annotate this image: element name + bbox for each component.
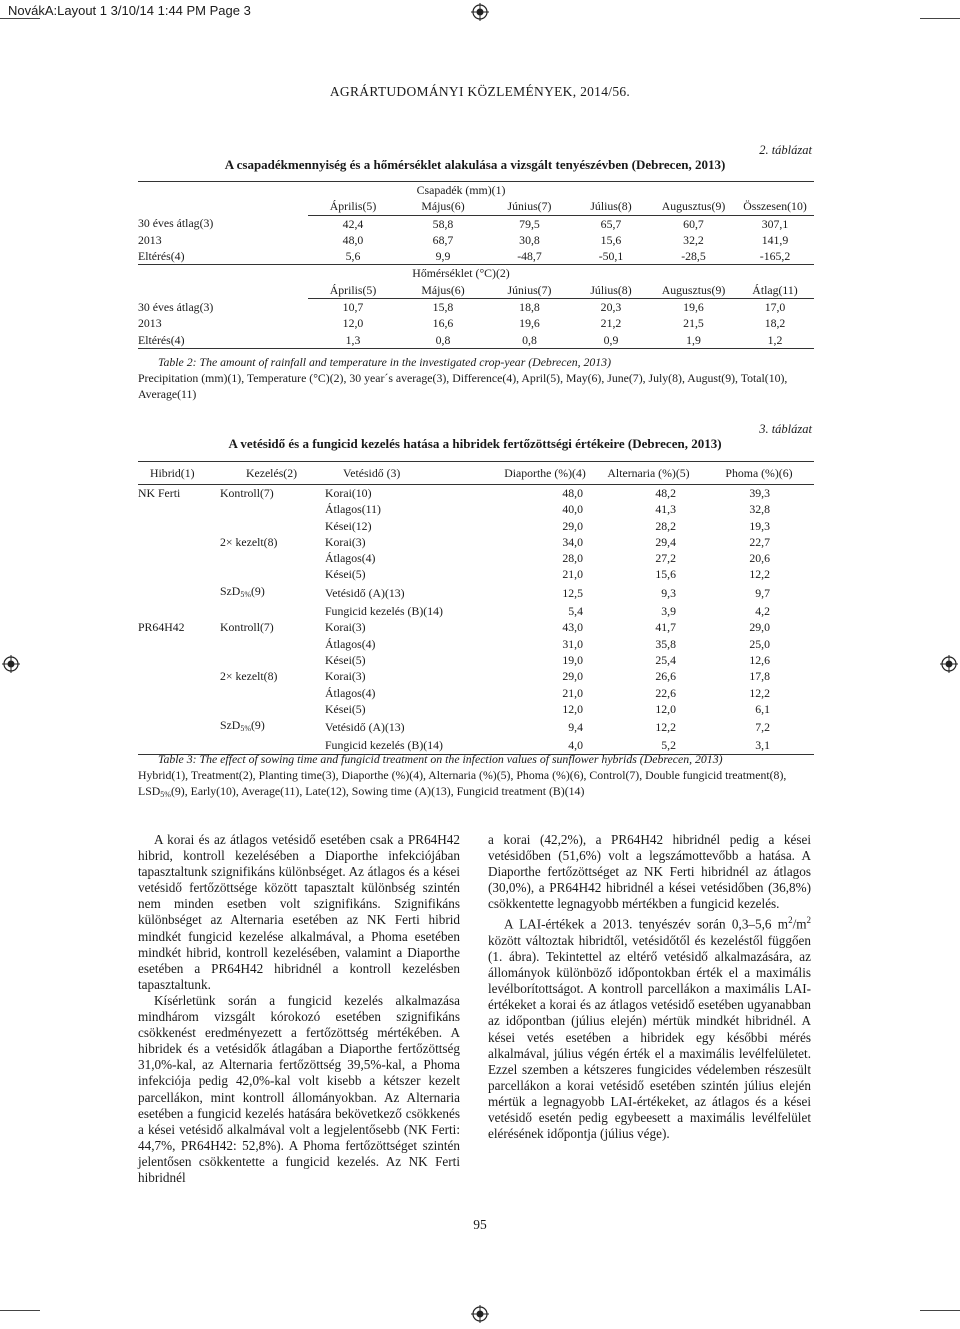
- value-cell: 31,0: [562, 636, 583, 651]
- cell: 48,0: [342, 232, 364, 247]
- paragraph: Kísérletünk során a fungicid kezelés alkalmazása mindhárom vizsgált kórokozó esetében szignifikáns csökkenést eredményezett a fertőzöttség mértékében. A hibridek és a vetésidők átlagában a Diaporthe fertőzöttség 31,0%-kal, az Alternaria fertőzöttség 39,5%-kal, a Phoma infekciója pedig 42,0%-kal volt kisebb a kétszer kezelt parcellákon, mint kontroll állományokban. Az Alternaria esetében a fungicid kezelés hatására bekövetkező csökkenés a kései vetésidő alkalmával volt a legjelentősebb (NK Ferti: 44,7%, PR64H42: 52,8%). A Phoma fertőzöttséget szintén jelentősen csökkentette a fungicid kezelés. Az NK Ferti hibridnél: [138, 992, 460, 1185]
- value-cell: 22,6: [655, 685, 676, 700]
- sowing-time-cell: Fungicid kezelés (B)(14): [325, 604, 443, 619]
- col-header: Átlag(11): [736, 282, 814, 299]
- value-cell: 35,8: [655, 636, 676, 651]
- row-label: Eltérés(4): [138, 248, 308, 265]
- row-label: 2013: [138, 232, 162, 247]
- treatment-cell: [218, 501, 325, 517]
- sowing-time-cell: Vetésidő (A)(13): [325, 720, 405, 735]
- treatment-cell: [218, 652, 325, 668]
- value-cell: 28,2: [655, 518, 676, 533]
- journal-header: AGRÁRTUDOMÁNYI KÖZLEMÉNYEK, 2014/56.: [329, 84, 631, 99]
- hybrid-cell: PR64H42: [138, 620, 185, 635]
- value-cell: 12,2: [655, 720, 676, 735]
- registration-mark-icon: [471, 3, 489, 21]
- hybrid-cell: [138, 550, 218, 566]
- cell: 32,2: [683, 232, 704, 247]
- registration-mark-icon: [940, 655, 958, 673]
- col-header: Június(7): [488, 198, 571, 215]
- value-cell: 12,0: [562, 701, 583, 716]
- table2: [138, 181, 814, 349]
- sowing-time-cell: Korai(3): [325, 669, 366, 684]
- treatment-cell: 2× kezelt(8): [220, 534, 278, 549]
- cell: 19,6: [683, 300, 704, 315]
- value-cell: 22,7: [749, 534, 770, 549]
- page-number: 95: [473, 1217, 487, 1232]
- col-header: Phoma (%)(6): [704, 462, 814, 485]
- value-cell: 5,4: [568, 604, 583, 619]
- col-header: Augusztus(9): [651, 282, 736, 299]
- value-cell: 9,3: [661, 585, 676, 600]
- table-row: [138, 701, 814, 717]
- value-cell: 32,8: [749, 502, 770, 517]
- crop-line: [920, 18, 960, 19]
- value-cell: 12,2: [749, 567, 770, 582]
- paragraph: A LAI-értékek a 2013. tenyészév során 0,3–5,6 $m^2/m^2$ között változtak hibridtől, vetésidőtől és kezeléstől függően (1. ábra). Tekintettel az eltérő vetésidő alkalmazására, az állományok különböző időpontokban érték el a maximális levélborítottságot. A kontroll parcellákon a maximális LAI-értékeket a korai és az átlagos vetésidő esetében ugyanabban az időpontban (július elején) mértük mindkét hibridnél. A kései vetés esetében a hibridek egy későbbi mérés alkalmával, július végén érték el a maximális levélfelületet. Ezzel szemben a kétszeres fungicides védelemben részesült parcellákon a korai vetésidő esetében szintén július elején mértük a legnagyobb LAI-értékeket, az átlagos és a kései vetésidő esetén pedig egybeesett a maximális levélfelület elérésének időpontja (július vége).: [488, 915, 811, 1142]
- table-row: [138, 583, 814, 603]
- hybrid-cell: [138, 652, 218, 668]
- sowing-time-cell: Átlagos(11): [325, 502, 381, 517]
- col-header: Május(6): [398, 198, 488, 215]
- value-cell: 29,0: [562, 669, 583, 684]
- col-header: Június(7): [488, 282, 571, 299]
- cell: 30,8: [519, 232, 540, 247]
- registration-mark-icon: [471, 1305, 489, 1323]
- cell: 60,7: [683, 216, 704, 231]
- value-cell: 12,2: [749, 685, 770, 700]
- table-row: [138, 685, 814, 701]
- slug-line: NovákA:Layout 1 3/10/14 1:44 PM Page 3: [8, 3, 251, 18]
- value-cell: 26,6: [655, 669, 676, 684]
- sowing-time-cell: Korai(3): [325, 534, 366, 549]
- col-header: Diaporthe (%)(4): [497, 462, 593, 485]
- sowing-time-cell: Kései(12): [325, 518, 372, 533]
- cell: 21,2: [600, 316, 622, 331]
- hybrid-cell: [138, 685, 218, 701]
- col-header: Július(8): [571, 198, 651, 215]
- value-cell: 28,0: [562, 551, 583, 566]
- cell: 18,2: [764, 316, 786, 331]
- table-row: [138, 232, 814, 248]
- value-cell: 3,1: [704, 737, 814, 754]
- value-cell: 48,2: [655, 486, 676, 500]
- table-row: [138, 717, 814, 737]
- cell: 1,2: [736, 332, 814, 349]
- table3-label: 3. táblázat: [759, 422, 812, 436]
- cell: 1,9: [651, 332, 736, 349]
- hybrid-cell: [138, 603, 218, 619]
- cell: 16,6: [432, 316, 454, 331]
- value-cell: 29,0: [749, 620, 770, 635]
- treatment-cell: SzD$_{5\%}$(9): [220, 718, 265, 734]
- paragraph: A korai és az átlagos vetésidő esetében csak a PR64H42 hibrid, kontroll kezelésében a Diaporthe infekciójában tapasztaltunk szignifikáns különbséget. Az átlagos és a kései vetésidő fertőzöttsége között tapasztalt különbség szintén nem minden esetben volt szignifikáns. Szignifikáns különbséget az Alternaria esetében az NK Ferti hibrid mindkét fungicid kezelése alkalmával, a Phoma esetében mindkét hibrid, kontroll kezelésében, valamint a Diaporthe esetében a PR64H42 hibridnél a kontroll kezelésben tapasztaltunk.: [138, 832, 460, 992]
- value-cell: 3,9: [661, 604, 676, 619]
- table-row: [138, 215, 814, 232]
- hybrid-cell: [138, 501, 218, 517]
- body-column-left: [138, 832, 460, 1186]
- table3-english-caption: [138, 751, 816, 803]
- table-row: [138, 518, 814, 534]
- col-header: Május(6): [398, 282, 488, 299]
- cell: 0,9: [571, 332, 651, 349]
- treatment-cell: [218, 603, 325, 619]
- table-row: [138, 652, 814, 668]
- cell: 20,3: [600, 300, 622, 315]
- table3-english-legend: Hybrid(1), Treatment(2), Planting time(3), Diaporthe (%)(4), Alternaria (%)(5), Phoma (%)(6), Control(7), Double fungicid treatment(8), $LSD_{5\%}(9)$, Early(10), Average(11), Late(12), Sowing time (A)(13), Fungicid treatment (B)(14): [138, 768, 787, 799]
- treatment-cell: [218, 685, 325, 701]
- value-cell: 29,0: [562, 518, 583, 533]
- cell: 1,3: [308, 332, 398, 349]
- cell: 65,7: [600, 216, 622, 231]
- table2-label: 2. táblázat: [759, 143, 812, 157]
- row-label: 30 éves átlag(3): [138, 299, 214, 314]
- temp-header: Hőmérséklet (°C)(2): [412, 266, 510, 281]
- table3: [138, 461, 814, 755]
- cell: 141,9: [761, 232, 789, 247]
- value-cell: 7,2: [755, 720, 770, 735]
- col-header: Alternaria (%)(5): [593, 462, 704, 485]
- table-row: [138, 485, 814, 502]
- cell: 0,8: [488, 332, 571, 349]
- cell: -50,1: [571, 248, 651, 265]
- treatment-cell: [218, 636, 325, 652]
- table2-caption: A csapadékmennyiség és a hőmérséklet alakulása a vizsgált tenyészévben (Debrecen, 2013): [224, 157, 726, 172]
- sowing-time-cell: Korai(3): [325, 620, 366, 635]
- cell: -165,2: [736, 248, 814, 265]
- crop-line: [0, 18, 40, 19]
- treatment-cell: [218, 550, 325, 566]
- col-header: Április(5): [308, 198, 398, 215]
- table-row: [138, 501, 814, 517]
- cell: 12,0: [342, 316, 364, 331]
- sowing-time-cell: Átlagos(4): [325, 685, 376, 700]
- hybrid-cell: [138, 566, 218, 582]
- table-row: [138, 619, 814, 635]
- row-label: Eltérés(4): [138, 332, 308, 349]
- registration-mark-icon: [2, 655, 20, 673]
- table2-english-caption: [138, 354, 816, 402]
- value-cell: 34,0: [562, 534, 583, 549]
- sowing-time-cell: Fungicid kezelés (B)(14): [325, 737, 497, 754]
- value-cell: 48,0: [562, 486, 583, 500]
- table2-english-title: Table 2: The amount of rainfall and temperature in the investigated crop-year (Debrecen, 2013): [158, 355, 612, 369]
- value-cell: 41,3: [655, 502, 676, 517]
- sowing-time-cell: Átlagos(4): [325, 636, 376, 651]
- sowing-time-cell: Kései(5): [325, 701, 366, 716]
- cell: 15,8: [432, 300, 454, 315]
- treatment-cell: [218, 518, 325, 534]
- table-row: [138, 550, 814, 566]
- cell: 42,4: [342, 216, 364, 231]
- cell: 5,6: [308, 248, 398, 265]
- hybrid-cell: [138, 583, 218, 603]
- cell: 10,7: [342, 300, 364, 315]
- cell: 19,6: [519, 316, 540, 331]
- value-cell: 27,2: [655, 551, 676, 566]
- col-header: Vetésidő (3): [325, 462, 497, 485]
- col-header: Kezelés(2): [218, 462, 325, 485]
- cell: 68,7: [432, 232, 454, 247]
- cell: 15,6: [600, 232, 622, 247]
- value-cell: 39,3: [749, 486, 770, 500]
- value-cell: 41,7: [655, 620, 676, 635]
- value-cell: 25,0: [749, 636, 770, 651]
- table-row: [138, 534, 814, 550]
- col-header: Augusztus(9): [651, 198, 736, 215]
- col-header: Július(8): [571, 282, 651, 299]
- table-row: [138, 332, 814, 349]
- cell: 58,8: [432, 216, 454, 231]
- table3-english-title: Table 3: The effect of sowing time and fungicid treatment on the infection values of sunflower hybrids (Debrecen, 2013): [158, 752, 723, 766]
- value-cell: 29,4: [655, 534, 676, 549]
- col-header: Összesen(10): [736, 198, 814, 215]
- hybrid-cell: [138, 518, 218, 534]
- col-header: Hibrid(1): [138, 462, 218, 485]
- hybrid-cell: NK Ferti: [138, 486, 181, 500]
- value-cell: 12,5: [562, 585, 583, 600]
- cell: 18,8: [519, 300, 540, 315]
- value-cell: 9,7: [755, 585, 770, 600]
- treatment-cell: 2× kezelt(8): [220, 669, 278, 684]
- value-cell: 4,0: [497, 737, 593, 754]
- sowing-time-cell: Átlagos(4): [325, 551, 376, 566]
- cell: 0,8: [398, 332, 488, 349]
- treatment-cell: [218, 701, 325, 717]
- cell: 21,5: [683, 316, 704, 331]
- cell: 9,9: [398, 248, 488, 265]
- row-label: 2013: [138, 316, 162, 331]
- table3-caption: A vetésidő és a fungicid kezelés hatása a hibridek fertőzöttségi értékeire (Debrecen, 2013): [228, 436, 722, 451]
- value-cell: 21,0: [562, 567, 583, 582]
- col-header: Április(5): [308, 282, 398, 299]
- value-cell: 15,6: [655, 567, 676, 582]
- table-row: [138, 315, 814, 331]
- value-cell: 12,6: [749, 652, 770, 667]
- value-cell: 20,6: [749, 551, 770, 566]
- cell: 17,0: [764, 300, 786, 315]
- hybrid-cell: [138, 717, 218, 737]
- crop-line: [920, 1310, 960, 1311]
- cell: -28,5: [651, 248, 736, 265]
- value-cell: 6,1: [755, 701, 770, 716]
- table-row: [138, 299, 814, 316]
- value-cell: 40,0: [562, 502, 583, 517]
- precip-header: Csapadék (mm)(1): [308, 182, 814, 199]
- treatment-cell: Kontroll(7): [220, 486, 274, 500]
- value-cell: 43,0: [562, 620, 583, 635]
- paragraph: a korai (42,2%), a PR64H42 hibridnél pedig a kései vetésidőben (51,6%) volt a legszámottevőbb a hatása. A Diaporthe fertőzöttséget az NK Ferti hibridnél az átlagos (30,0%), a PR64H42 hibridnél a kései vetésidőben (36,8%) csökkentette legnagyobb mértékben a fungicid kezelés.: [488, 832, 811, 912]
- value-cell: 21,0: [562, 685, 583, 700]
- body-column-right: [488, 832, 811, 1142]
- table-row: [138, 668, 814, 684]
- value-cell: 4,2: [755, 604, 770, 619]
- value-cell: 19,3: [749, 518, 770, 533]
- treatment-cell: SzD$_{5\%}$(9): [220, 583, 265, 599]
- treatment-cell: [218, 566, 325, 582]
- value-cell: 12,0: [655, 701, 676, 716]
- sowing-time-cell: Kései(5): [325, 652, 366, 667]
- cell: 307,1: [761, 216, 789, 231]
- hybrid-cell: [138, 636, 218, 652]
- value-cell: 9,4: [568, 720, 583, 735]
- crop-line: [0, 1310, 40, 1311]
- treatment-cell: Kontroll(7): [220, 620, 274, 635]
- sowing-time-cell: Kései(5): [325, 567, 366, 582]
- hybrid-cell: [138, 701, 218, 717]
- cell: 79,5: [519, 216, 540, 231]
- table-row: [138, 603, 814, 619]
- sowing-time-cell: Korai(10): [325, 486, 372, 500]
- value-cell: 19,0: [562, 652, 583, 667]
- table2-english-legend: Precipitation (mm)(1), Temperature (°C)(2), 30 year´s average(3), Difference(4), April(5), May(6), June(7), July(8), August(9), Total(10), Average(11): [138, 371, 788, 401]
- hybrid-cell: [138, 668, 218, 684]
- value-cell: 5,2: [593, 737, 704, 754]
- hybrid-cell: [138, 534, 218, 550]
- table-row: [138, 566, 814, 582]
- cell: -48,7: [488, 248, 571, 265]
- table-row: [138, 636, 814, 652]
- value-cell: 17,8: [749, 669, 770, 684]
- value-cell: 25,4: [655, 652, 676, 667]
- table-row: [138, 248, 814, 265]
- sowing-time-cell: Vetésidő (A)(13): [325, 585, 405, 600]
- row-label: 30 éves átlag(3): [138, 216, 214, 231]
